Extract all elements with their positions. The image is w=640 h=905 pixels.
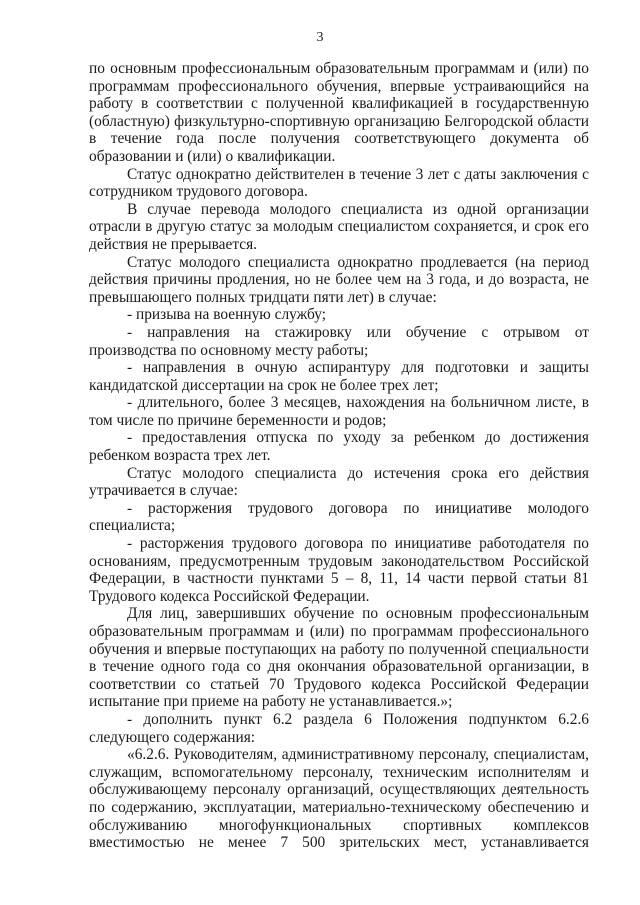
- list-item-sick-leave: - длительного, более 3 месяцев, нахождения на больничном листе, в том числе по причине беременности и родов;: [89, 394, 589, 429]
- list-item-military-service: - призыва на военную службу;: [127, 306, 327, 324]
- paragraph-status-validity: Статус однократно действителен в течение 3 лет с даты заключения с сотрудником трудового договора.: [89, 165, 589, 201]
- paragraph-extension: Статус молодого специалиста однократно продлевается (на период действия причины продления, но не более чем на 3 года, и до возраста, не превышающего полных тридцати пяти лет) в случае:: [89, 253, 589, 306]
- paragraph-continuation: по основным профессиональным образовательным программам и (или) по программам профессионального обучения, впервые устраивающийся на работу в соответствии с полученной квалификацией в государственную (областную) физкультурно-спортивную организацию Белгородской области в течение года после получения соответствующего документа об образовании и (или) о квалификации.: [89, 60, 589, 165]
- paragraph-transfer: В случае перевода молодого специалиста из одной организации отрасли в другую статус за молодым специалистом сохраняется, и срок его действия не прерывается.: [89, 200, 589, 253]
- list-item-internship: - направления на стажировку или обучение с отрывом от производства по основному месту работы;: [89, 323, 589, 359]
- paragraph-probation: Для лиц, завершивших обучение по основным профессиональным образовательным программам и (или) по программам профессионального обучения и впервые поступающих на работу по полученной специальности в течение одного года со дня окончания образовательной организации, в соответствии со статьей 70 Трудового кодекса Российской Федерации испытание при приеме на работу не устанавливается.»;: [89, 605, 589, 711]
- list-item-termination-employee: - расторжения трудового договора по инициативе молодого специалиста;: [89, 499, 589, 535]
- page-number: 3: [316, 30, 324, 45]
- list-item-termination-employer: - расторжения трудового договора по инициативе работодателя по основаниям, предусмотренным трудовым законодательством Российской Федерации, в частности пунктами 5 – 8, 11, 14 части первой статьи 81 Трудового кодекса Российской Федерации.: [89, 535, 589, 605]
- paragraph-status-loss: Статус молодого специалиста до истечения срока его действия утрачивается в случае:: [89, 464, 589, 500]
- paragraph-clause-6-2-6: «6.2.6. Руководителям, административному персоналу, специалистам, служащим, вспомогательному персоналу, техническим исполнителям и обслуживающему персоналу организаций, осуществляющих деятельность по содержанию, эксплуатации, материально-техническому обеспечению и обслуживанию многофункциональных спортивных комплексов вместимостью не менее 7 500 зрительских мест, устанавливается: [89, 746, 589, 852]
- list-item-postgraduate: - направления в очную аспирантуру для подготовки и защиты кандидатской диссертации на срок не более трех лет;: [89, 359, 589, 394]
- list-item-parental-leave: - предоставления отпуска по уходу за ребенком до достижения ребенком возраста трех лет.: [89, 429, 589, 465]
- list-item-amendment: - дополнить пункт 6.2 раздела 6 Положения подпунктом 6.2.6 следующего содержания:: [89, 710, 589, 746]
- document-body: [89, 60, 589, 852]
